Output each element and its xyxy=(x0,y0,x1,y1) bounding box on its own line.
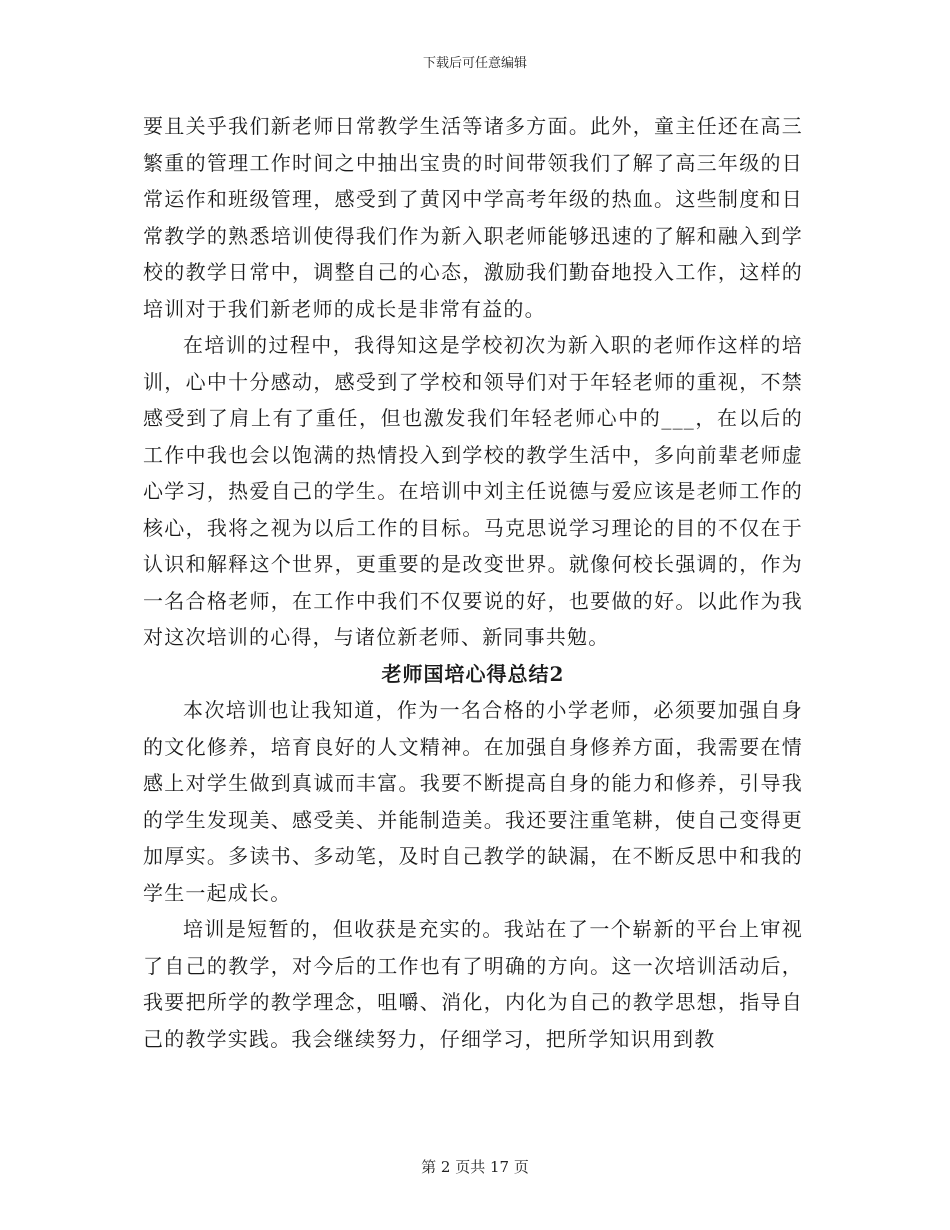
paragraph-3: 本次培训也让我知道，作为一名合格的小学老师，必须要加强自身的文化修养，培育良好的人文精神。在加强自身修养方面，我需要在情感上对学生做到真诚而丰富。我要不断提高自身的能力和修养，引导我的学生发现美、感受美、并能制造美。我还要注重笔耕，使自己变得更加厚实。多读书、多动笔，及时自己教学的缺漏，在不断反思中和我的学生一起成长。 xyxy=(143,698,803,905)
document-body xyxy=(143,108,803,1057)
paragraph-4: 培训是短暂的，但收获是充实的。我站在了一个崭新的平台上审视了自己的教学，对今后的工作也有了明确的方向。这一次培训活动后，我要把所学的教学理念，咀嚼、消化，内化为自己的教学思想，指导自己的教学实践。我会继续努力，仔细学习，把所学知识用到教 xyxy=(143,917,803,1051)
paragraph-2: 在培训的过程中，我得知这是学校初次为新入职的老师作这样的培训，心中十分感动，感受到了学校和领导们对于年轻老师的重视，不禁感受到了肩上有了重任，但也激发我们年轻老师心中的___，在以后的工作中我也会以饱满的热情投入到学校的教学生活中，多向前辈老师虚心学习，热爱自己的学生。在培训中刘主任说德与爱应该是老师工作的核心，我将之视为以后工作的目标。马克思说学习理论的目的不仅在于认识和解释这个世界，更重要的是改变世界。就像何校长强调的，作为一名合格老师，在工作中我们不仅要说的好，也要做的好。以此作为我对这次培训的心得，与诸位新老师、新同事共勉。 xyxy=(143,333,803,649)
paragraph-1: 要且关乎我们新老师日常教学生活等诸多方面。此外，童主任还在高三繁重的管理工作时间之中抽出宝贵的时间带领我们了解了高三年级的日常运作和班级管理，感受到了黄冈中学高考年级的热血。这些制度和日常教学的熟悉培训使得我们作为新入职老师能够迅速的了解和融入到学校的教学日常中，调整自己的心态，激励我们勤奋地投入工作，这样的培训对于我们新老师的成长是非常有益的。 xyxy=(143,114,803,321)
page-header: 下载后可任意编辑 xyxy=(422,56,527,71)
page-footer: 第 2 页共 17 页 xyxy=(421,1158,529,1176)
section-heading: 老师国培心得总结2 xyxy=(381,661,565,686)
